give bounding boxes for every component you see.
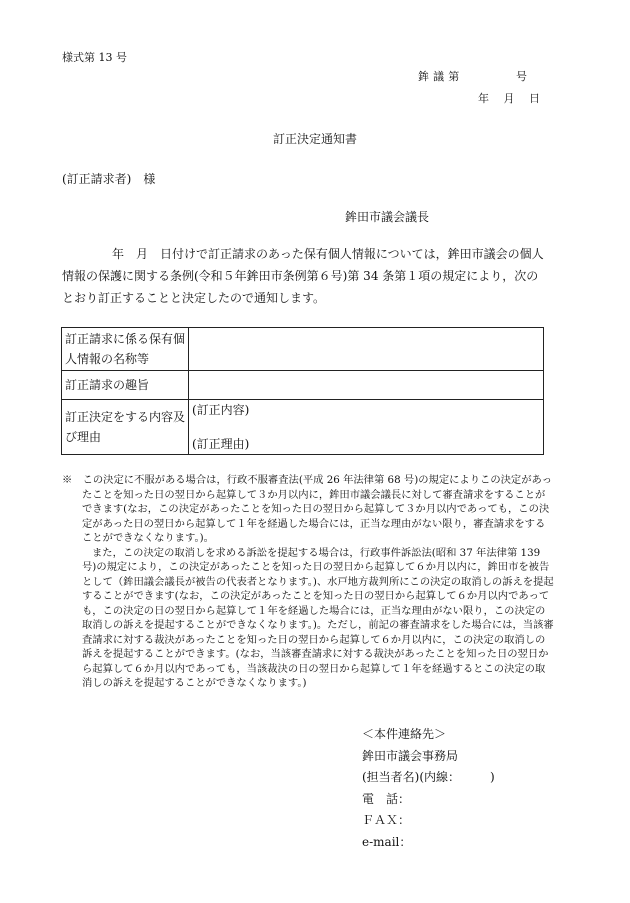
- document-title: 訂正決定通知書: [272, 132, 357, 146]
- row-value-info-name: [189, 328, 544, 371]
- contact-block: [362, 724, 495, 853]
- body-paragraph: 年 月 日付けで訂正請求のあった保有個人情報については，鉾田市議会の個人情報の保護に関する条例(令和５年鉾田市条例第６号)第 34 条第１項の規定により，次のとおり訂正することと決定したので通知します。: [62, 247, 544, 305]
- correction-reason-label: (訂正理由): [192, 437, 250, 451]
- table-row: [62, 400, 544, 455]
- table-row: [62, 371, 544, 400]
- document-date: 年 月 日: [478, 92, 540, 105]
- row-value-purpose: [189, 371, 544, 400]
- row-label-info-name: 訂正請求に係る保有個人情報の名称等: [62, 328, 189, 371]
- sender: 鉾田市議会議長: [345, 210, 430, 224]
- notice-paragraph-lawsuit: また，この決定の取消しを求める訴訟を提起する場合は，行政事件訴訟法(昭和 37 年法律第 139 号)の規定により，この決定があったことを知った日の翌日から起算して６か月以内に，鉾田市を被告として（鉾田議会議長が被告の代表者となります。)、水戸地方裁判所にこの決定の取消しの訴えを提起することができます(なお，この決定があったことを知った日の翌日から起算して６か月以内であっても，この決定の日の翌日から起算して１年を経過した場合には，正当な理由がない限り，この決定の取消しの訴えを提起することができなくなります。)。ただし，前記の審査請求をした場合には，当該審査請求に対する裁決があったことを知った日の翌日から起算して６か月以内に，この決定の取消しの訴えを提起することができます。(なお，当該審査請求に対する裁決があったことを知った日の翌日から起算して６か月以内であっても，当該裁決の日の翌日から起算して１年を経過するとこの決定の取消しの訴えを提起することができなくなります。): [82, 546, 554, 689]
- row-value-decision: [189, 400, 544, 455]
- contact-heading: ＜本件連絡先＞: [362, 727, 447, 741]
- addressee: (訂正請求者) 様: [62, 172, 156, 186]
- contact-fax: ＦＡＸ：: [362, 813, 411, 827]
- contact-tel: 電 話：: [362, 791, 411, 806]
- correction-content-label: (訂正内容): [192, 403, 250, 417]
- row-label-purpose: 訂正請求の趣旨: [62, 371, 189, 400]
- appeal-notice: [62, 473, 554, 691]
- document-number: 鉾 議 第 号: [418, 70, 528, 83]
- contact-person: (担当者名)(内線： ): [362, 770, 495, 784]
- table-row: [62, 328, 544, 371]
- row-label-decision: 訂正決定をする内容及び理由: [62, 400, 189, 455]
- correction-table: [61, 327, 544, 455]
- contact-email: e-mail：: [362, 834, 412, 849]
- contact-office: 鉾田市議会事務局: [362, 748, 459, 763]
- form-number: 様式第 13 号: [62, 51, 127, 64]
- notice-paragraph-review: ※ この決定に不服がある場合は，行政不服審査法(平成 26 年法律第 68 号)の規定によりこの決定があったことを知った日の翌日から起算して３か月以内に，鉾田市議会議長に対して審査請求をすることができます(なお，この決定があったことを知った日の翌日から起算して３か月以内であっても，この決定があった日の翌日から起算して１年を経過した場合には，正当な理由がない限り，審査請求をすることができなくなります。)。: [62, 474, 552, 544]
